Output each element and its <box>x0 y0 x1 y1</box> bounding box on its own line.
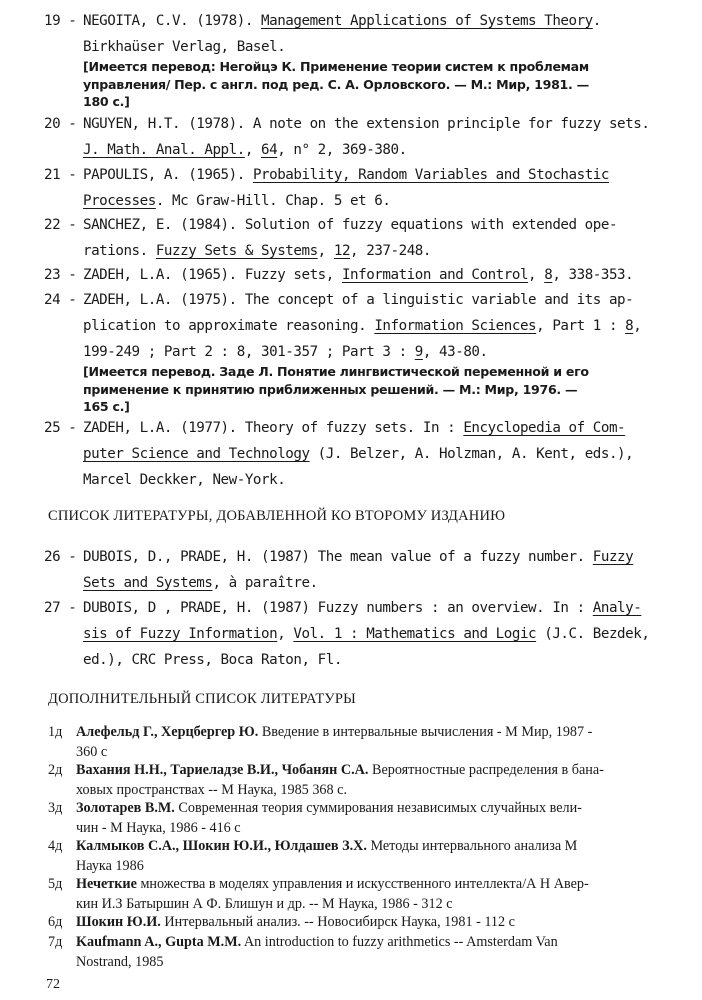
reference-line <box>83 415 683 441</box>
reference-number: 24 - <box>44 292 77 308</box>
reference-line <box>76 818 688 838</box>
reference-line <box>76 912 688 932</box>
citation-text: NGUYEN, H.T. (1978). A note on the extension principle for fuzzy sets. <box>83 116 650 132</box>
underlined-title: Probability, Random Variables and Stochastic <box>252 167 609 183</box>
underlined-title: Information Sciences <box>374 318 537 334</box>
reference-line <box>76 932 688 952</box>
citation-text: , Part 1 : <box>536 318 626 334</box>
translation-note-line: [Имеется перевод. Заде Л. Понятие лингвистической переменной и его <box>83 364 589 379</box>
citation-text: Современная теория суммирования независимых случайных вели- <box>174 800 582 816</box>
reference-number: 3д <box>48 800 63 816</box>
reference-line <box>76 874 688 894</box>
page-number: 72 <box>46 977 60 992</box>
reference-line <box>83 467 683 493</box>
underlined-title: Management Applications of Systems Theory <box>261 13 593 29</box>
reference-line <box>76 798 688 818</box>
citation-text: , <box>277 626 294 642</box>
citation-text: . Mc Graw-Hill. Chap. 5 et 6. <box>155 193 391 209</box>
citation-text: Nostrand, 1985 <box>76 954 164 970</box>
reference-line <box>83 111 683 137</box>
citation-text: rations. <box>83 243 156 259</box>
citation-text: , <box>317 243 334 259</box>
translation-note-line: 180 с.] <box>83 94 130 109</box>
citation-text: DUBOIS, D , PRADE, H. (1987) Fuzzy numbers : an overview. In : <box>83 600 593 616</box>
citation-text: Введение в интервальные вычисления - М Мир, 1987 - <box>258 724 593 740</box>
citation-text: Marcel Deckker, New-York. <box>83 472 286 488</box>
reference-line <box>83 8 683 34</box>
reference-line <box>83 339 683 365</box>
citation-text: 360 с <box>76 744 108 760</box>
citation-text: ZADEH, L.A. (1975). The concept of a linguistic variable and its ap- <box>83 292 634 308</box>
author-names: Нечеткие <box>76 876 137 892</box>
citation-text: An introduction to fuzzy arithmetics -- Amsterdam Van <box>241 934 558 950</box>
reference-line <box>76 952 688 972</box>
reference-line <box>83 441 683 467</box>
citation-text: множества в моделях управления и искусственного интеллекта/А Н Авер- <box>136 876 589 892</box>
translation-note-line: применение к принятию приближенных решений. — М.: Мир, 1976. — <box>83 381 578 397</box>
underlined-title: 8 <box>544 267 553 283</box>
citation-text: NEGOITA, C.V. (1978). <box>83 13 262 29</box>
underlined-title: Sets and Systems <box>83 575 213 591</box>
reference-line <box>83 238 683 264</box>
citation-text: ховых пространствах -- М Наука, 1985 368 с. <box>76 782 347 798</box>
reference-line <box>83 262 683 288</box>
citation-text: Наука 1986 <box>76 858 144 874</box>
author-names: Калмыков С.А., Шокин Ю.И., Юлдашев З.Х. <box>76 838 367 854</box>
underlined-title: J. Math. Anal. Appl. <box>83 142 245 158</box>
citation-text: , à paraître. <box>212 575 318 591</box>
underlined-title: 12 <box>333 243 351 259</box>
citation-text: , <box>633 318 642 334</box>
translation-note <box>83 58 683 111</box>
translation-note-line: [Имеется перевод: Негойцэ К. Применение теории систем к проблемам <box>83 59 589 74</box>
author-names: Золотарев В.М. <box>76 800 175 816</box>
reference-line <box>76 722 688 742</box>
translation-note <box>83 363 683 416</box>
citation-text: , 237-248. <box>350 243 431 259</box>
reference-line <box>83 137 683 163</box>
reference-line <box>83 212 683 238</box>
reference-line <box>83 162 683 188</box>
reference-line <box>83 647 683 673</box>
second-edition-heading: СПИСОК ЛИТЕРАТУРЫ, ДОБАВЛЕННОЙ КО ВТОРОМУ ИЗДАНИЮ <box>48 508 506 524</box>
reference-number: 22 - <box>44 217 77 233</box>
underlined-title: 8 <box>625 318 634 334</box>
citation-text: , n° 2, 369-380. <box>277 142 407 158</box>
reference-line <box>83 188 683 214</box>
underlined-title: 9 <box>414 344 423 360</box>
reference-number: 20 - <box>44 116 77 132</box>
reference-line <box>76 836 688 856</box>
citation-text: , <box>528 267 545 283</box>
reference-line <box>76 760 688 780</box>
citation-text: (J. Belzer, A. Holzman, A. Kent, eds.), <box>309 446 634 462</box>
underlined-title: 64 <box>261 142 278 158</box>
underlined-title: Fuzzy <box>592 549 634 565</box>
citation-text: чин - М Наука, 1986 - 416 с <box>76 820 241 836</box>
citation-text: , 43-80. <box>422 344 488 360</box>
citation-text: 199-249 ; Part 2 : 8, 301-357 ; Part 3 : <box>83 344 415 360</box>
citation-text: ZADEH, L.A. (1965). Fuzzy sets, <box>83 267 342 283</box>
reference-number: 19 - <box>44 13 77 29</box>
reference-line <box>76 894 688 914</box>
underlined-title: Analy- <box>592 600 642 616</box>
reference-line <box>76 856 688 876</box>
citation-text: ed.), CRC Press, Boca Raton, Fl. <box>83 652 342 668</box>
citation-text: SANCHEZ, E. (1984). Solution of fuzzy equations with extended ope- <box>83 217 618 233</box>
citation-text: PAPOULIS, A. (1965). <box>83 167 253 183</box>
author-names: Kaufmann A., Gupta M.M. <box>76 934 242 950</box>
underlined-title: Fuzzy Sets & Systems <box>155 243 318 259</box>
reference-number: 26 - <box>44 549 77 565</box>
reference-number: 7д <box>48 934 63 950</box>
translation-note-line: управления/ Пер. с англ. под ред. С. А. Орловского. — М.: Мир, 1981. — <box>83 76 589 92</box>
citation-text: DUBOIS, D., PRADE, H. (1987) The mean value of a fuzzy number. <box>83 549 593 565</box>
reference-number: 27 - <box>44 600 77 616</box>
citation-text: plication to approximate reasoning. <box>83 318 375 334</box>
citation-text: ZADEH, L.A. (1977). Theory of fuzzy sets. In : <box>83 420 464 436</box>
citation-text: Методы интервального анализа М <box>366 838 578 854</box>
reference-number: 21 - <box>44 167 77 183</box>
underlined-title: Processes <box>83 193 156 209</box>
reference-number: 6д <box>48 914 63 930</box>
citation-text: , <box>244 142 262 158</box>
underlined-title: Vol. 1 : Mathematics and Logic <box>293 626 537 642</box>
reference-line <box>76 780 688 800</box>
reference-line <box>76 742 688 762</box>
citation-text: . <box>592 13 601 29</box>
reference-number: 25 - <box>44 420 77 436</box>
reference-line <box>83 313 683 339</box>
reference-number: 23 - <box>44 267 77 283</box>
citation-text: , 338-353. <box>552 267 634 283</box>
translation-note-line: 165 с.] <box>83 399 130 414</box>
reference-line <box>83 544 683 570</box>
citation-text: Вероятностные распределения в бана- <box>368 762 604 778</box>
additional-heading: ДОПОЛНИТЕЛЬНЫЙ СПИСОК ЛИТЕРАТУРЫ <box>48 691 356 707</box>
reference-line <box>83 34 683 60</box>
underlined-title: puter Science and Technology <box>83 446 310 462</box>
reference-line <box>83 287 683 313</box>
reference-line <box>83 570 683 596</box>
reference-number: 1д <box>48 724 63 740</box>
underlined-title: sis of Fuzzy Information <box>83 626 278 642</box>
author-names: Алефельд Г., Херцбергер Ю. <box>76 724 259 740</box>
citation-text: кин И.З Батыршин А Ф. Блишун и др. -- М Наука, 1986 - 312 с <box>76 896 453 912</box>
author-names: Шокин Ю.И. <box>76 914 161 930</box>
underlined-title: Encyclopedia of Com- <box>463 420 626 436</box>
citation-text: (J.C. Bezdek, <box>536 626 650 642</box>
reference-line <box>83 621 683 647</box>
reference-line <box>83 595 683 621</box>
citation-text: Birkhaüser Verlag, Basel. <box>83 39 286 55</box>
reference-number: 2д <box>48 762 63 778</box>
underlined-title: Information and Control <box>341 267 529 283</box>
reference-number: 5д <box>48 876 63 892</box>
author-names: Вахания Н.Н., Тариеладзе В.И., Чобанян С.А. <box>76 762 369 778</box>
citation-text: Интервальный анализ. -- Новосибирск Наука, 1981 - 112 с <box>160 914 515 930</box>
reference-number: 4д <box>48 838 63 854</box>
